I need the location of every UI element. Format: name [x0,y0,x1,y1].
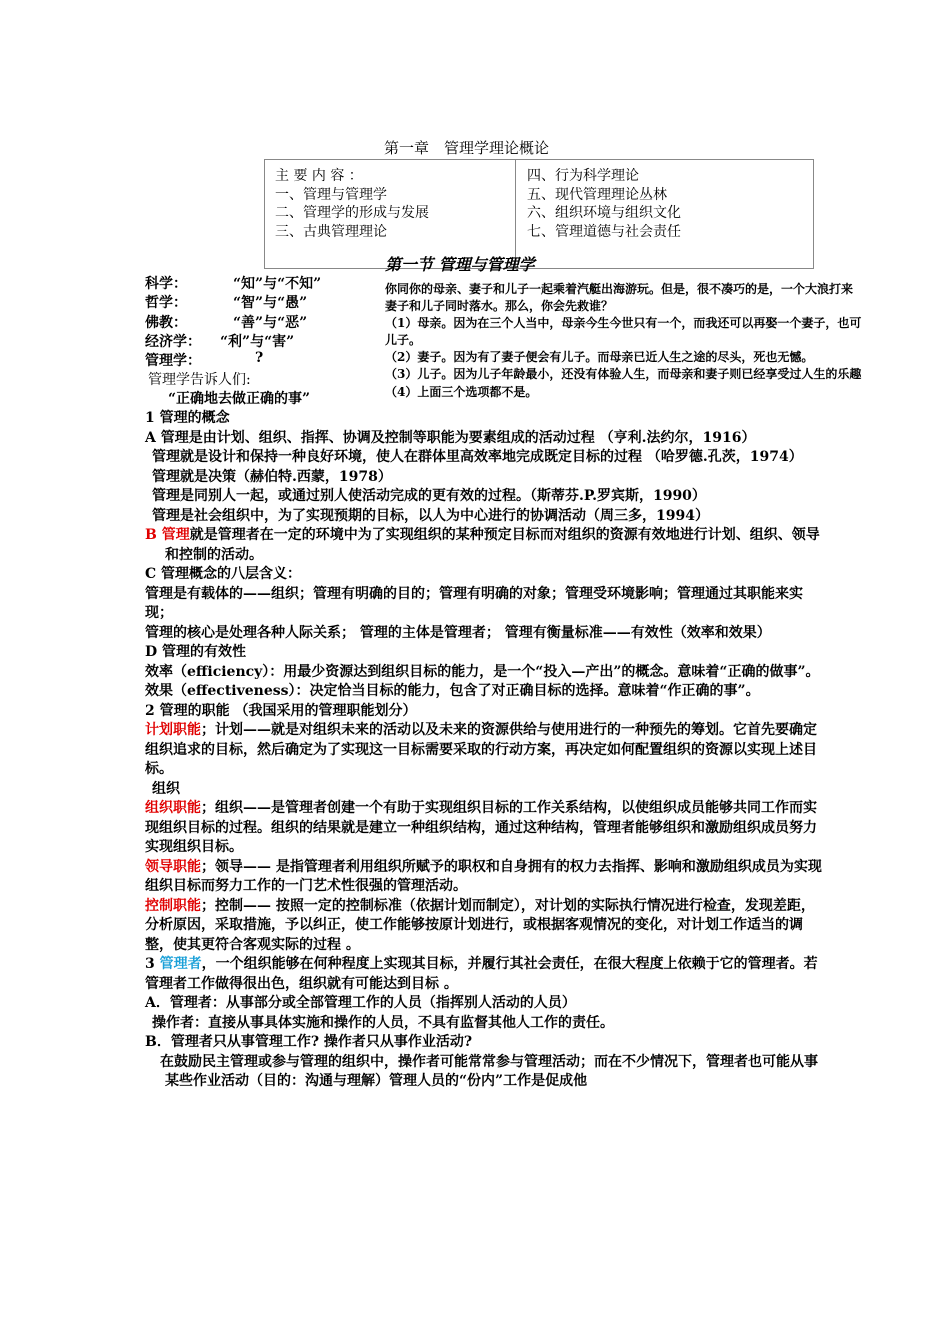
story-line: （4）上面三个选项都不是。 [385,385,538,399]
discipline-text: “智”与“愚” [233,295,308,311]
definition-paragraph: 管理是同别人一起，或通过别人使活动完成的更有效的过程。（斯蒂芬.P.罗宾斯，1990） [152,488,706,504]
subsection-title: D 管理的有效性 [145,644,247,660]
function-paragraph [145,721,825,780]
paragraph: A．管理者：从事部分或全部管理工作的人员（指挥别人活动的人员） [145,995,576,1011]
function-paragraph [145,897,825,956]
section-heading: 第一节 管理与管理学 [385,255,535,274]
story-line: 你同你的母亲、妻子和儿子一起乘着汽艇出海游玩。但是，很不凑巧的是，一个大浪打来 [385,282,854,296]
discipline-row [145,350,264,370]
definition-paragraph: 管理就是决策（赫伯特.西蒙，1978） [152,468,392,485]
definition-paragraph: 管理是社会组织中，为了实现预期的目标，以人为中心进行的协调活动（周三多，1994） [152,507,709,524]
function-paragraph [145,799,825,858]
contents-item: 四、行为科学理论 [527,168,639,184]
contents-item: 七、管理道德与社会责任 [527,223,681,240]
paragraph-text: ；领导—— 是指管理者利用组织所赋予的职权和自身拥有的权力去指挥、影响和激励组织成员为实现组织目标而努力工作的一门艺术性很强的管理活动。 [145,858,822,894]
paragraph: 效率（efficiency）：用最少资源达到组织目标的能力，是一个“投入—产出”的概念。意味着“正确的做事”。 [145,663,820,680]
motto: “正确地去做正确的事” [168,391,311,407]
definition-paragraph: 管理就是设计和保持一种良好环境，使人在群体里高效率地完成既定目标的过程 （哈罗德.孔茨，1974） [152,449,803,465]
highlight-term: 控制职能 [145,897,201,914]
discipline-name: 经济学： [145,334,201,350]
paragraph-text: ，一个组织能够在何种程度上实现其目标，并履行其社会责任，在很大程度上依赖于它的管理者。若管理者工作做得很出色，组织就有可能达到目标 。 [145,956,818,992]
tells-line: 管理学告诉人们: [148,372,251,388]
section-number: 3 [145,956,160,972]
discipline-name: 哲学： [145,295,187,311]
story-line: （2）妻子。因为有了妻子便会有儿子。而母亲已近人生之途的尽头，死也无憾。 [385,350,814,364]
story-line: 妻子和儿子同时落水。那么，你会先救谁？ [385,299,614,313]
contents-item: 五、现代管理理论丛林 [527,186,667,203]
paragraph-text: 就是管理者在一定的环境中为了实现组织的某种预定目标而对组织的资源有效地进行计划、组织、领导 [189,527,820,543]
definition-paragraph [145,526,825,546]
discipline-name: 佛教： [145,315,187,331]
discipline-row [145,312,308,332]
contents-item: 三、古典管理理论 [275,223,387,240]
discipline-text: “善”与“恶” [233,315,308,331]
contents-item: 一、管理与管理学 [275,186,387,203]
highlight-term: 领导职能 [145,858,201,875]
section-title: 1 管理的概念 [145,410,230,426]
paragraph-text: ；组织——是管理者创建一个有助于实现组织目标的工作关系结构，以使组织成员能够共同工作而实现组织目标的过程。组织的结果就是建立一种组织结构，通过这种结构，管理者能够组织和激励组织成员努力实现组织目标。 [145,800,817,855]
discipline-row [145,331,295,351]
section-paragraph [145,955,825,994]
paragraph: 效果（effectiveness）：决定恰当目标的能力，包含了对正确目标的选择。意味着“作正确的事”。 [145,683,760,699]
paragraph: 组织 [152,780,180,797]
contents-item: 主 要 内 容 ： [275,168,363,184]
paragraph-text: ；控制—— 按照一定的控制标准（依据计划而制定），对计划的实际执行情况进行检查，发现差距，分析原因，采取措施，予以纠正，使工作能够按原计划进行，或根据客观情况的变化，对计划工作适当的调整，使其更符合客观实际的过程 。 [145,897,815,953]
discipline-text: “利”与“害” [220,334,295,350]
story-line: （1）母亲。因为在三个人当中，母亲今生今世只有一个，而我还可以再娶一个妻子，也可 [385,316,862,330]
highlight-term: 计划职能 [145,722,201,738]
subsection-title: C 管理概念的八层含义： [145,566,302,582]
highlight-term: 管理者 [159,956,202,972]
contents-left-column [275,167,429,241]
main-body [145,409,825,1092]
contents-right-column [527,167,681,241]
story-line: 儿子。 [385,333,422,347]
discipline-row [145,292,308,312]
chapter-title: 第一章 管理学理论概论 [384,139,550,157]
paragraph: 在鼓励民主管理或参与管理的组织中，操作者可能常常参与管理活动；而在不少情况下，管理者也可能从事某些作业活动（目的：沟通与理解）管理人员的“份内”工作是促成他 [160,1053,818,1089]
paragraph: 管理的核心是处理各种人际关系； 管理的主体是管理者； 管理有衡量标准——有效性（效率和效果） [145,624,771,641]
paragraph-text: ；计划——就是对组织未来的活动以及未来的资源供给与使用进行的一种预先的筹划。它首先要确定组织追求的目标，然后确定为了实现这一目标需要采取的行动方案，再决定如何配置组织的资源以实现上述目标。 [145,722,817,777]
contents-box [264,159,814,269]
paragraph: 管理是有载体的——组织；管理有明确的目的；管理有明确的对象；管理受环境影响；管理通过其职能来实现； [145,585,803,621]
definition-paragraph: A 管理是由计划、组织、指挥、协调及控制等职能为要素组成的活动过程 （亨利.法约尔，1916） [145,429,756,446]
function-paragraph [145,858,825,897]
highlight-term: 组织职能 [145,800,201,816]
paragraph-continuation: 和控制的活动。 [165,546,263,563]
section-title: 2 管理的职能 （我国采用的管理职能划分） [145,702,417,719]
discipline-name: 科学： [145,276,187,292]
discipline-row [145,273,322,293]
paragraph: B．管理者只从事管理工作? 操作者只从事作业活动? [145,1034,473,1050]
discipline-text: ? [255,350,264,366]
paragraph: 操作者：直接从事具体实施和操作的人员，不具有监督其他人工作的责任。 [152,1014,614,1031]
story-line: （3）儿子。因为儿子年龄最小，还没有体验人生，而母亲和妻子则已经享受过人生的乐趣 [385,367,862,381]
contents-item: 二、管理学的形成与发展 [275,205,429,221]
discipline-text: “知”与“不知” [233,276,322,292]
highlight-term: B 管理 [145,527,190,543]
contents-item: 六、组织环境与组织文化 [527,205,681,221]
discipline-name: 管理学： [145,353,201,369]
